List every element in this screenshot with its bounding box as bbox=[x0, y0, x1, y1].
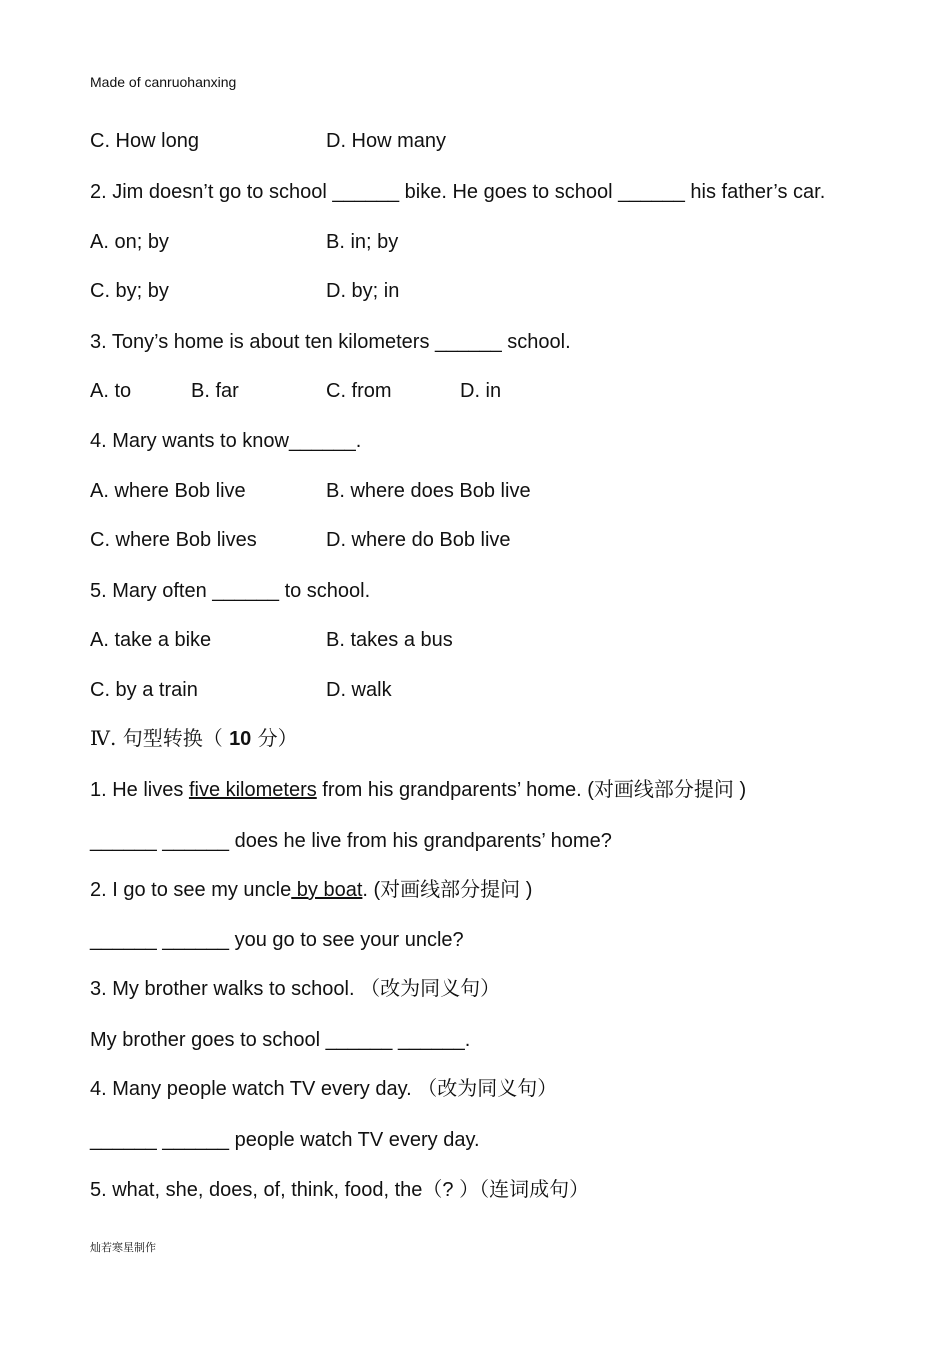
s1-underlined: five kilometers bbox=[188, 779, 317, 801]
s5-stem: 5. what, she, does, of, think, food, the（? ）（连词成句） bbox=[90, 1179, 590, 1201]
q2-option-c: C. by; by bbox=[90, 280, 169, 302]
q5-option-c: C. by a train bbox=[90, 679, 198, 701]
s4-stem: 4. Many people watch TV every day. （改为同义句） bbox=[90, 1078, 558, 1100]
q2-stem: 2. Jim doesn’t go to school ______ bike. He goes to school ______ his father’s car. bbox=[90, 181, 826, 203]
s1-pre: 1. He lives bbox=[90, 779, 189, 801]
q1-option-c: C. How long bbox=[90, 130, 199, 152]
q4-option-b: B. where does Bob live bbox=[326, 480, 531, 502]
q2-option-b: B. in; by bbox=[326, 231, 399, 253]
s2-underlined: by boat bbox=[291, 879, 363, 901]
page-header: Made of canruohanxing bbox=[90, 74, 237, 90]
s3-stem: 3. My brother walks to school. （改为同义句） bbox=[90, 978, 501, 1000]
s1-stem bbox=[90, 778, 746, 802]
q3-stem: 3. Tony’s home is about ten kilometers ______ school. bbox=[90, 331, 571, 353]
q4-option-a: A. where Bob live bbox=[90, 480, 246, 502]
q1-option-d: D. How many bbox=[326, 130, 447, 152]
s2-pre: 2. I go to see my uncle bbox=[90, 879, 292, 901]
q5-option-a: A. take a bike bbox=[90, 629, 212, 651]
section-heading bbox=[90, 726, 298, 751]
section-heading-prefix: Ⅳ. 句型转换（ bbox=[90, 726, 230, 750]
page-footer: 灿若寒星制作 bbox=[90, 1242, 156, 1254]
q3-option-b: B. far bbox=[191, 380, 239, 402]
s4-answer: ______ ______ people watch TV every day. bbox=[90, 1129, 480, 1151]
s2-answer: ______ ______ you go to see your uncle? bbox=[90, 929, 464, 951]
s1-post: from his grandparents’ home. (对画线部分提问 ) bbox=[316, 779, 747, 801]
section-heading-points: 10 bbox=[229, 728, 252, 750]
q2-option-a: A. on; by bbox=[90, 231, 169, 253]
q4-option-c: C. where Bob lives bbox=[90, 529, 257, 551]
q4-option-d: D. where do Bob live bbox=[326, 529, 511, 551]
q3-option-c: C. from bbox=[326, 380, 392, 402]
q3-option-a: A. to bbox=[90, 380, 132, 402]
s2-stem bbox=[90, 878, 532, 902]
q5-option-b: B. takes a bus bbox=[326, 629, 453, 651]
q4-stem: 4. Mary wants to know______. bbox=[90, 430, 362, 452]
q2-option-d: D. by; in bbox=[326, 280, 400, 302]
q5-stem: 5. Mary often ______ to school. bbox=[90, 580, 371, 602]
s1-answer: ______ ______ does he live from his grandparents’ home? bbox=[90, 830, 612, 852]
s2-post: . (对画线部分提问 ) bbox=[362, 879, 533, 901]
q5-option-d: D. walk bbox=[326, 679, 392, 701]
s3-answer: My brother goes to school ______ ______. bbox=[90, 1029, 471, 1051]
section-heading-suffix: 分） bbox=[251, 726, 298, 750]
q3-option-d: D. in bbox=[460, 380, 502, 402]
